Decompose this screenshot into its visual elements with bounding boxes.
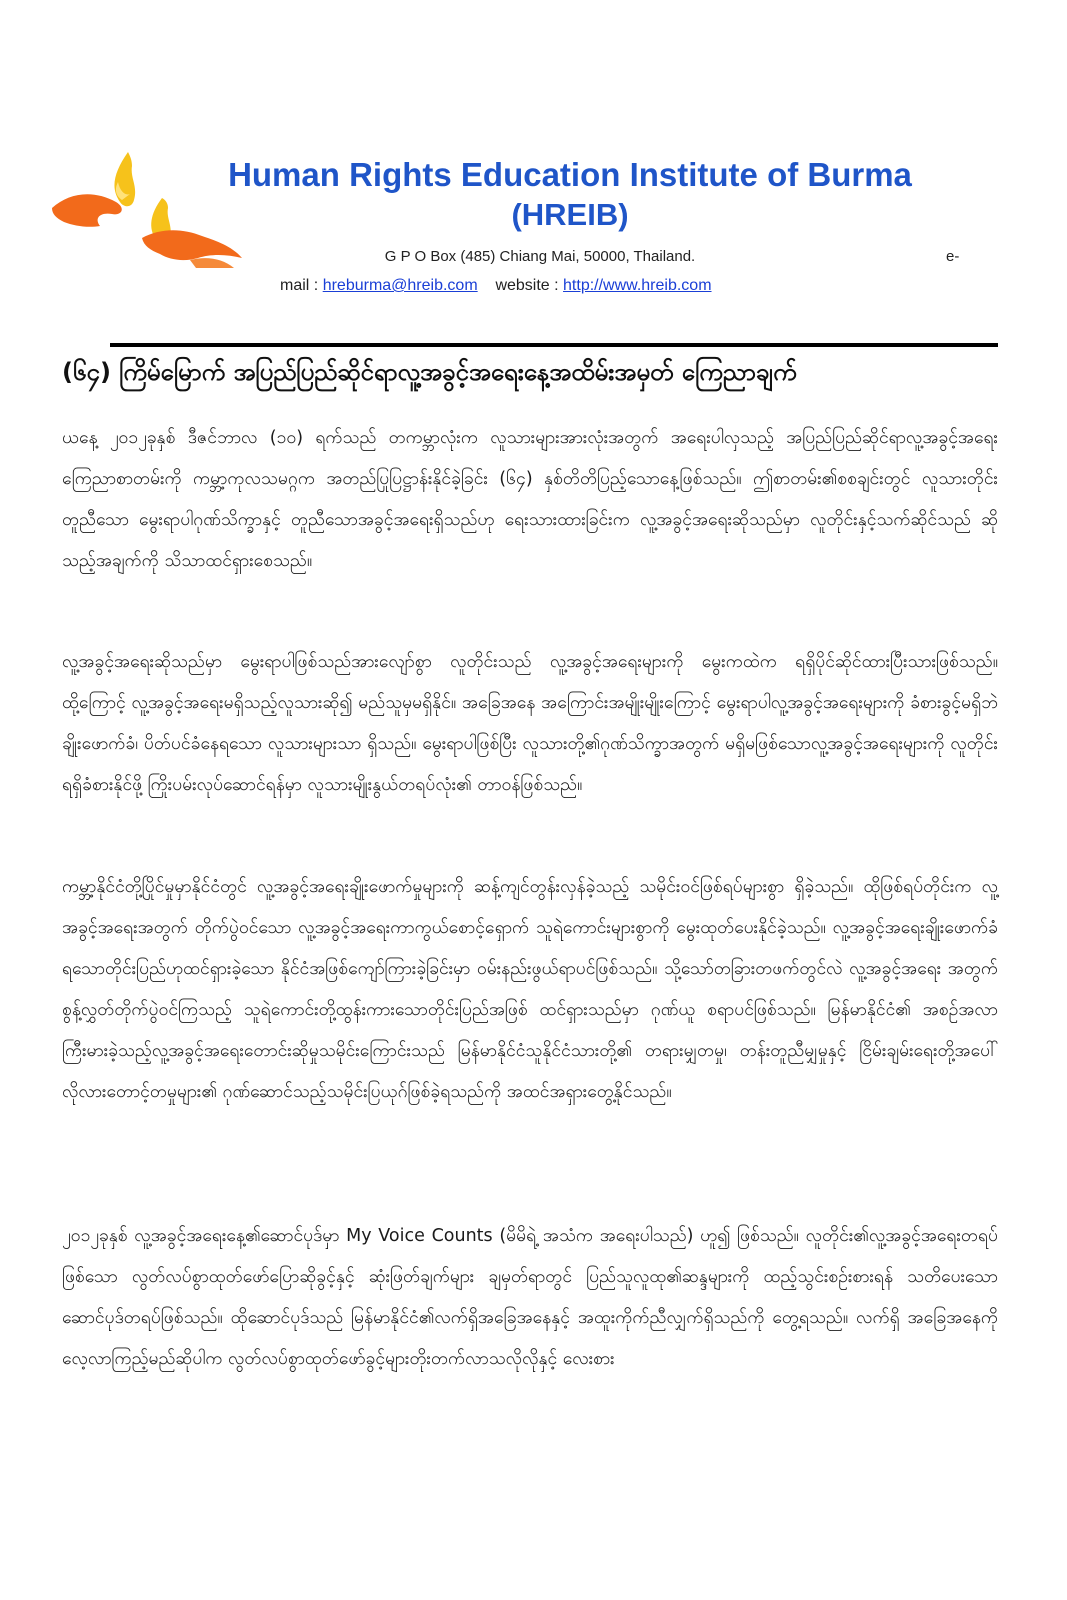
paragraph-4: ၂၀၁၂ခုနှစ် လူ့အခွင့်အရေးနေ့၏ဆောင်ပုဒ်မှာ My Voice Counts (မိမိရဲ့ အသံက အရေးပါသည်) ဟူ၍ ဖြစ်သည်။ လူတိုင်း၏လူ့အခွင့်အရေးတရပ်ဖြစ်သော လွတ်လပ်စွာထုတ်ဖော်ပြောဆိုခွင့်နှင့် ဆုံးဖြတ်ချက်များ ချမှတ်ရာတွင် ပြည်သူလူထု၏ဆန္ဒများကို ထည့်သွင်းစဉ်းစားရန် သတိပေးသော ဆောင်ပုဒ်တရပ်ဖြစ်သည်။ ထိုဆောင်ပုဒ်သည် မြန်မာနိုင်ငံ၏လက်ရှိအခြေအနေနှင့် အထူးကိုက်ညီလျှက်ရှိသည်ကို တွေ့ရသည်။ လက်ရှိ အခြေအနေကိုလေ့လာကြည့်မည်ဆိုပါက လွတ်လပ်စွာထုတ်ဖော်ခွင့်များတိုးတက်လာသလိုလိုနှင့် လေးစား	[62, 1226, 998, 1369]
website-link[interactable]: http://www.hreib.com	[563, 277, 712, 294]
email-label: mail :	[280, 277, 319, 294]
paragraph-3: ကမ္ဘာ့နိုင်ငံတို့ပြိုင်မှုမှာနိုင်ငံတွင် လူ့အခွင့်အရေးချိုးဖောက်မှုများကို ဆန့်ကျင်တွန်းလှန်ခဲ့သည့် သမိုင်းဝင်ဖြစ်ရပ်များစွာ ရှိခဲ့သည်။ ထိုဖြစ်ရပ်တိုင်းက လူ့အခွင့်အရေးအတွက် တိုက်ပွဲဝင်သော လူ့အခွင့်အရေးကာကွယ်စောင့်ရှောက် သူရဲကောင်းများစွာကို မွေးထုတ်ပေးနိုင်ခဲ့သည်။ လူ့အခွင့်အရေးချိုးဖောက်ခံရသောတိုင်းပြည်ဟုထင်ရှားခဲ့သော နိုင်ငံအဖြစ်ကျော်ကြားခဲ့ခြင်းမှာ ဝမ်းနည်းဖွယ်ရာပင်ဖြစ်သည်။ သို့သော်တခြားတဖက်တွင်လဲ လူ့အခွင့်အရေး အတွက်စွန့်လွှတ်တိုက်ပွဲဝင်ကြသည့် သူရဲကောင်းတို့ထွန်းကားသောတိုင်းပြည်အဖြစ် ထင်ရှားသည်မှာ ဂုဏ်ယူ စရာပင်ဖြစ်သည်။ မြန်မာနိုင်ငံ၏ အစဉ်အလာကြီးမားခဲ့သည့်လူ့အခွင့်အရေးတောင်းဆိုမှုသမိုင်းကြောင်းသည် မြန်မာနိုင်ငံသူနိုင်ငံသားတို့၏ တရားမျှတမှု၊ တန်းတူညီမျှမှုနှင့် ငြိမ်းချမ်းရေးတို့အပေါ် လိုလားတောင့်တမှုများ၏ ဂုဏ်ဆောင်သည့်သမိုင်းပြယုဂ်ဖြစ်ခဲ့ရသည်ကို အထင်အရှားတွေ့နိုင်သည်။	[62, 877, 998, 1102]
document-title: (၆၄) ကြိမ်မြောက် အပြည်ပြည်ဆိုင်ရာလူ့အခွင့်အရေးနေ့အထိမ်းအမှတ် ကြေညာချက်	[62, 358, 797, 386]
email-link[interactable]: hreburma@hreib.com	[322, 277, 478, 294]
org-abbreviation: (HREIB)	[511, 197, 629, 232]
email-label-prefix: e-	[946, 248, 960, 265]
contact-line	[280, 277, 712, 295]
website-label: website :	[495, 277, 559, 294]
postal-address: G P O Box (485) Chiang Mai, 50000, Thailand.	[384, 248, 696, 265]
paragraph-1: ယနေ့ ၂၀၁၂ခုနှစ် ဒီဇင်ဘာလ (၁၀) ရက်သည် တကမ္ဘာလုံးက လူသားများအားလုံးအတွက် အရေးပါလှသည့် အပြည်ပြည်ဆိုင်ရာလူ့အခွင့်အရေးကြေညာစာတမ်းကို ကမ္ဘာ့ကုလသမဂ္ဂက အတည်ပြုပြဋ္ဌာန်းနိုင်ခဲ့ခြင်း (၆၄) နှစ်တိတိပြည့်သောနေ့ဖြစ်သည်။ ဤစာတမ်း၏စစချင်းတွင် လူသားတိုင်း တူညီသော မွေးရာပါဂုဏ်သိက္ခာနှင့် တူညီသောအခွင့်အရေးရှိသည်ဟု ရေးသားထားခြင်းက လူ့အခွင့်အရေးဆိုသည်မှာ လူတိုင်းနှင့်သက်ဆိုင်သည် ဆိုသည့်အချက်ကို သိသာထင်ရှားစေသည်။	[62, 428, 998, 571]
org-name: Human Rights Education Institute of Burma	[228, 156, 912, 193]
header-divider	[110, 343, 998, 347]
paragraph-2: လူ့အခွင့်အရေးဆိုသည်မှာ မွေးရာပါဖြစ်သည်အားလျော်စွာ လူတိုင်းသည် လူ့အခွင့်အရေးများကို မွေးကထဲက ရရှိပိုင်ဆိုင်ထားပြီးသားဖြစ်သည်။ ထို့ကြောင့် လူ့အခွင့်အရေးမရှိသည့်လူသားဆို၍ မည်သူမှမရှိနိုင်။ အခြေအနေ အကြောင်းအမျိုးမျိုးကြောင့် မွေးရာပါလူ့အခွင့်အရေးများကို ခံစားခွင့်မရှိဘဲ ချိုးဖောက်ခံ၊ ပိတ်ပင်ခံနေရသော လူသားများသာ ရှိသည်။ မွေးရာပါဖြစ်ပြီး လူသားတို့၏ဂုဏ်သိက္ခာအတွက် မရှိမဖြစ်သောလူ့အခွင့်အရေးများကို လူတိုင်းရရှိခံစားနိုင်ဖို့ ကြိုးပမ်းလုပ်ဆောင်ရန်မှာ လူသားမျိုးနွယ်တရပ်လုံး၏ တာဝန်ဖြစ်သည်။	[62, 652, 998, 795]
